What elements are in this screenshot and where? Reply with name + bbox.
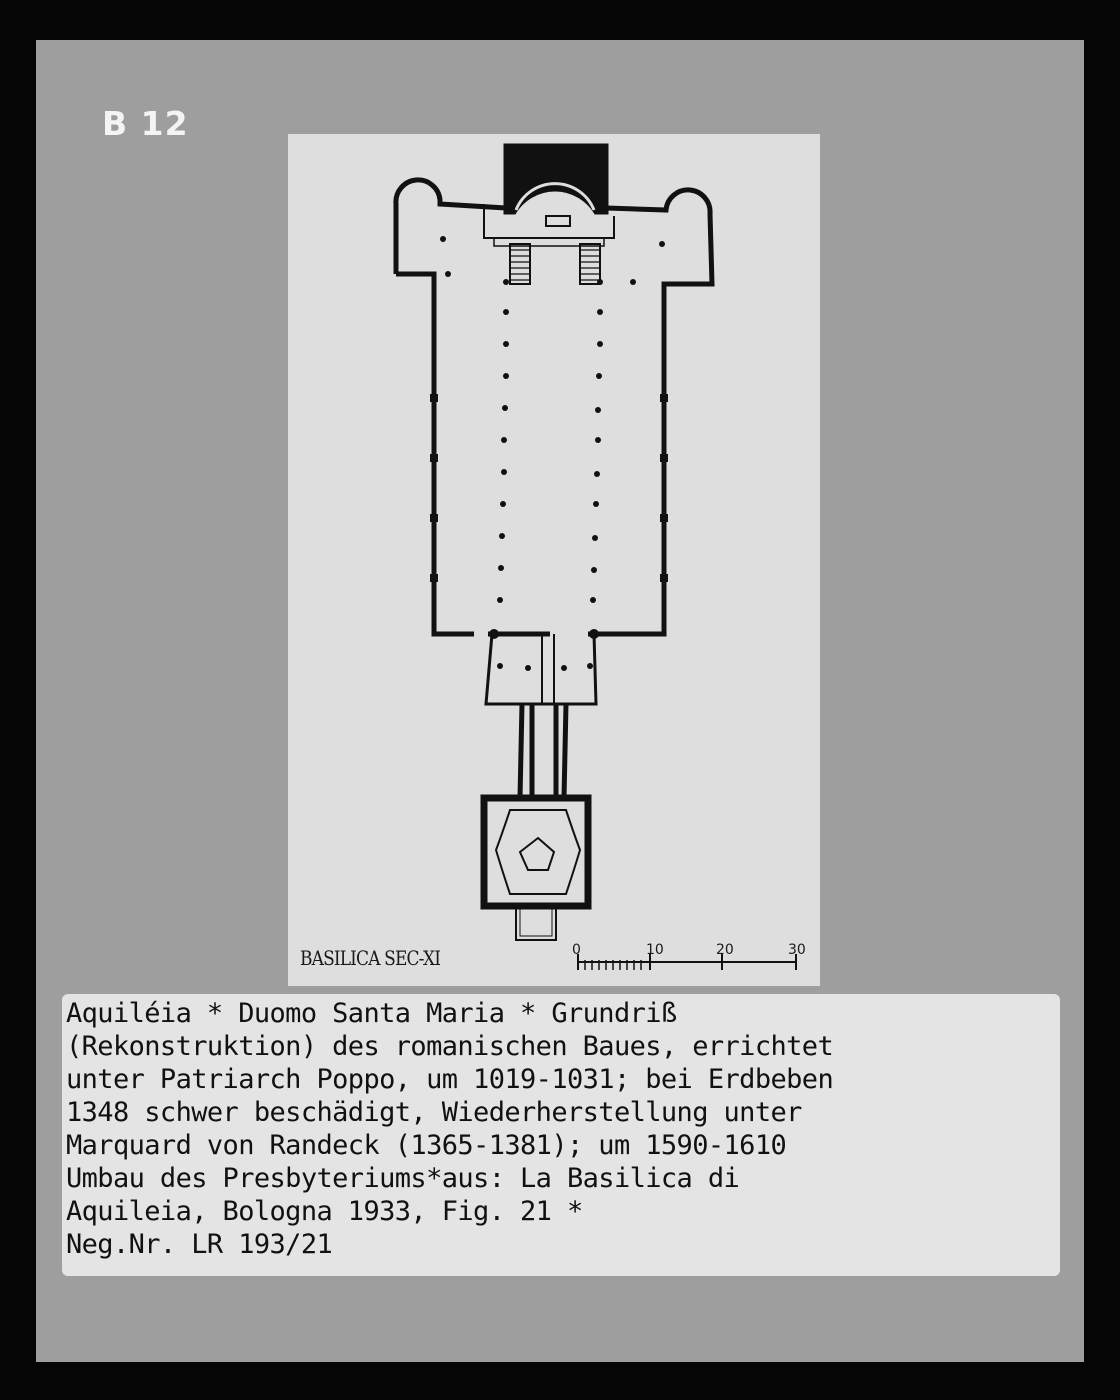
- label-line-8: Neg.Nr. LR 193/21: [66, 1229, 333, 1260]
- label-line-2: (Rekonstruktion) des romanischen Baues, errichtet: [66, 1031, 834, 1062]
- floor-plan-plate: [288, 134, 820, 986]
- label-line-7: Aquileia, Bologna 1933, Fig. 21 *: [66, 1196, 583, 1227]
- scale-label-20: 20: [716, 942, 734, 958]
- label-line-5: Marquard von Randeck (1365-1381); um 1590-1610: [66, 1130, 787, 1161]
- scale-label-0: 0: [572, 942, 581, 958]
- plan-caption: BASILICA SEC-XI: [300, 946, 441, 970]
- label-line-6: Umbau des Presbyteriums*aus: La Basilica di: [66, 1163, 740, 1194]
- scale-label-10: 10: [646, 942, 664, 958]
- scale-label-30: 30: [788, 942, 806, 958]
- label-line-1: Aquiléia * Duomo Santa Maria * Grundriß: [66, 998, 677, 1029]
- label-line-4: 1348 schwer beschädigt, Wiederherstellung unter: [66, 1097, 802, 1128]
- label-line-3: unter Patriarch Poppo, um 1019-1031; bei Erdbeben: [66, 1064, 834, 1095]
- card-code: B 12: [102, 104, 189, 143]
- typed-label: [62, 994, 1060, 1276]
- floor-plan-drawing: [288, 134, 820, 986]
